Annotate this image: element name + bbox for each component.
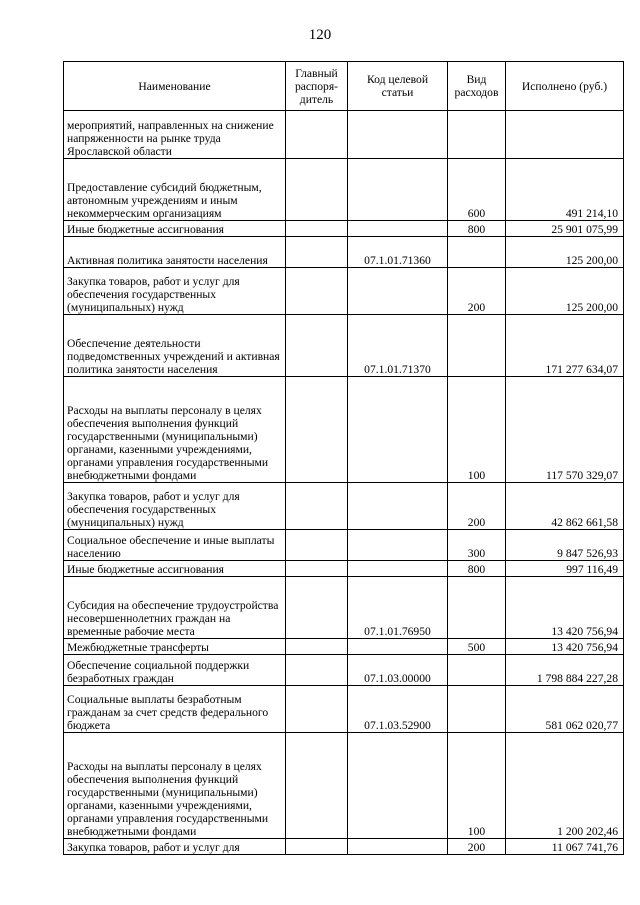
cell-kind: 500 [448,639,506,655]
table-row [64,315,624,377]
cell-kind [448,577,506,639]
cell-code [348,530,448,561]
cell-kind: 100 [448,733,506,839]
cell-kind [448,686,506,733]
cell-amount: 117 570 329,07 [506,377,624,483]
table-row [64,377,624,483]
cell-name: Социальное обеспечение и иные выплаты населению [64,530,286,561]
cell-amount: 125 200,00 [506,237,624,268]
table-row [64,839,624,855]
header-name: Наименование [64,62,286,111]
cell-kind [448,315,506,377]
cell-code: 07.1.03.52900 [348,686,448,733]
table-row [64,577,624,639]
cell-name: Расходы на выплаты персоналу в целях обеспечения выполнения функций государственными (муниципальными) органами, казенными учреждениями, органами управления государственными внебюджетными фондами [64,377,286,483]
table-row [64,655,624,686]
cell-name: Субсидия на обеспечение трудоустройства несовершеннолетних граждан на временные рабочие места [64,577,286,639]
cell-code [348,268,448,315]
cell-code [348,483,448,530]
cell-code: 07.1.01.71360 [348,237,448,268]
cell-name: мероприятий, направленных на снижение напряженности на рынке труда Ярославской области [64,111,286,159]
cell-kind: 200 [448,483,506,530]
table-row [64,639,624,655]
cell-code [348,733,448,839]
table-row [64,268,624,315]
cell-amount [506,111,624,159]
cell-code [348,111,448,159]
cell-admin [286,268,348,315]
table-row [64,237,624,268]
cell-code [348,561,448,577]
cell-kind: 800 [448,561,506,577]
cell-admin [286,686,348,733]
cell-name: Обеспечение деятельности подведомственных учреждений и активная политика занятости населения [64,315,286,377]
cell-kind: 100 [448,377,506,483]
cell-name: Иные бюджетные ассигнования [64,561,286,577]
cell-amount: 25 901 075,99 [506,221,624,237]
cell-amount: 42 862 661,58 [506,483,624,530]
table-row [64,483,624,530]
table-row [64,733,624,839]
cell-admin [286,237,348,268]
header-admin: Главный распоря-дитель [286,62,348,111]
cell-admin [286,159,348,221]
cell-name: Обеспечение социальной поддержки безработных граждан [64,655,286,686]
table-row [64,221,624,237]
cell-code [348,159,448,221]
cell-admin [286,483,348,530]
cell-kind: 200 [448,839,506,855]
cell-name: Предоставление субсидий бюджетным, автономным учреждениям и иным некоммерческим организациям [64,159,286,221]
table-row [64,111,624,159]
cell-amount: 11 067 741,76 [506,839,624,855]
table-row [64,159,624,221]
expenditure-table [63,61,624,855]
cell-kind: 600 [448,159,506,221]
cell-amount: 171 277 634,07 [506,315,624,377]
cell-admin [286,530,348,561]
cell-code: 07.1.03.00000 [348,655,448,686]
cell-amount: 13 420 756,94 [506,639,624,655]
cell-kind: 300 [448,530,506,561]
cell-amount: 1 200 202,46 [506,733,624,839]
header-amount: Исполнено (руб.) [506,62,624,111]
header-code: Код целевой статьи [348,62,448,111]
cell-kind [448,237,506,268]
cell-amount: 581 062 020,77 [506,686,624,733]
cell-code: 07.1.01.71370 [348,315,448,377]
table-row [64,530,624,561]
cell-name: Социальные выплаты безработным гражданам за счет средств федерального бюджета [64,686,286,733]
table-header-row [64,62,624,111]
cell-amount: 1 798 884 227,28 [506,655,624,686]
header-kind: Вид расходов [448,62,506,111]
cell-amount: 491 214,10 [506,159,624,221]
cell-kind: 800 [448,221,506,237]
table-row [64,561,624,577]
cell-amount: 997 116,49 [506,561,624,577]
cell-name: Иные бюджетные ассигнования [64,221,286,237]
cell-amount: 9 847 526,93 [506,530,624,561]
cell-admin [286,639,348,655]
cell-code [348,839,448,855]
cell-name: Активная политика занятости населения [64,237,286,268]
table-body [64,111,624,855]
cell-admin [286,221,348,237]
cell-admin [286,315,348,377]
cell-admin [286,577,348,639]
page-number: 120 [308,27,332,43]
cell-name: Межбюджетные трансферты [64,639,286,655]
table-row [64,686,624,733]
cell-code [348,639,448,655]
cell-amount: 13 420 756,94 [506,577,624,639]
cell-admin [286,839,348,855]
cell-name: Расходы на выплаты персоналу в целях обеспечения выполнения функций государственными (муниципальными) органами, казенными учреждениями, органами управления государственными внебюджетными фондами [64,733,286,839]
cell-admin [286,655,348,686]
cell-admin [286,561,348,577]
cell-name: Закупка товаров, работ и услуг для [64,839,286,855]
cell-code [348,221,448,237]
cell-amount: 125 200,00 [506,268,624,315]
cell-admin [286,111,348,159]
cell-code: 07.1.01.76950 [348,577,448,639]
cell-kind [448,655,506,686]
cell-name: Закупка товаров, работ и услуг для обеспечения государственных (муниципальных) нужд [64,483,286,530]
cell-admin [286,377,348,483]
cell-kind: 200 [448,268,506,315]
cell-kind [448,111,506,159]
cell-name: Закупка товаров, работ и услуг для обеспечения государственных (муниципальных) нужд [64,268,286,315]
cell-code [348,377,448,483]
cell-admin [286,733,348,839]
